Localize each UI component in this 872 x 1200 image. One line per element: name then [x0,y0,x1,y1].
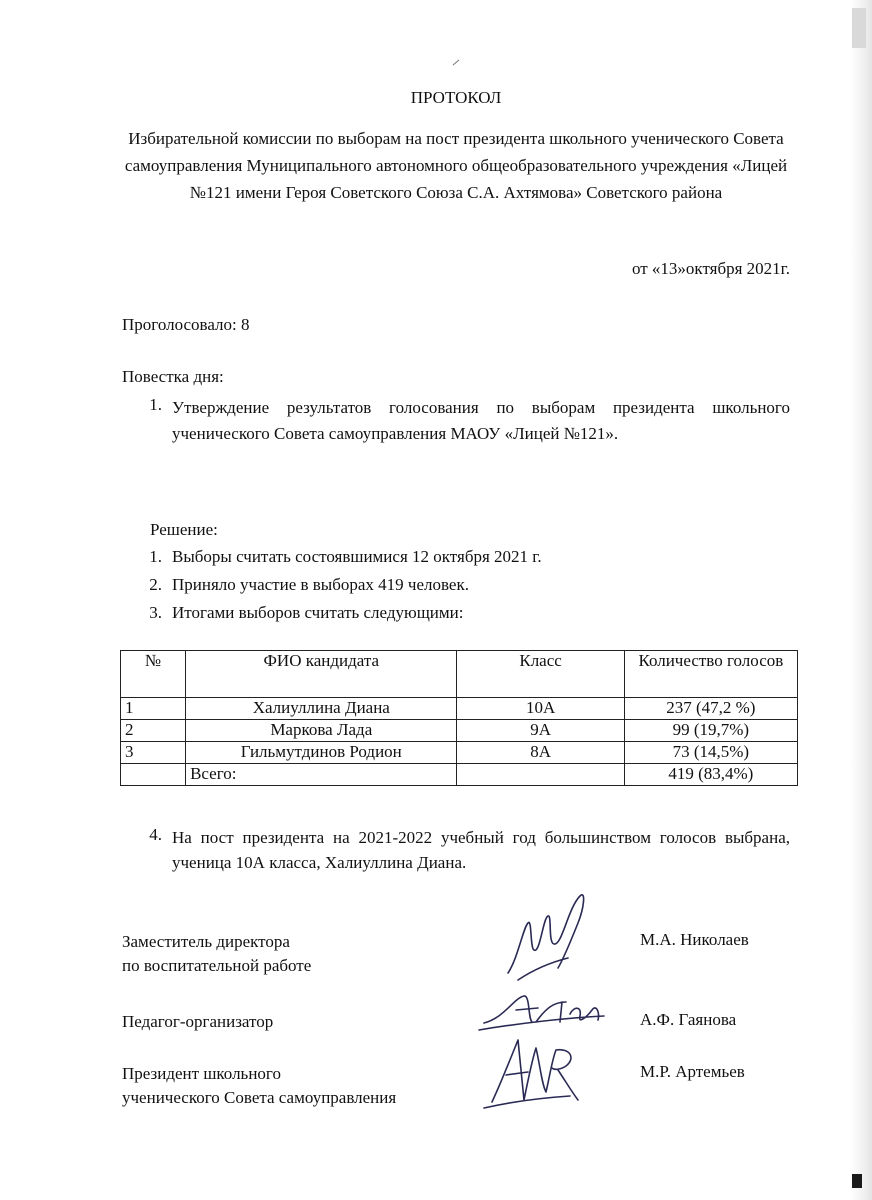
document-title: ПРОТОКОЛ [410,88,502,107]
col-header-votes: Количество голосов [624,651,797,698]
agenda-item-text: Утверждение результатов голосования по выборам президента школьного ученического Совета самоуправления МАОУ «Лицей №121». [172,398,790,443]
cell-number: 3 [121,742,186,764]
signatory-position [122,1062,396,1110]
signature-image [488,888,618,988]
table-row [121,698,798,720]
col-header-candidate: ФИО кандидата [186,651,457,698]
signatory-position [122,1010,273,1034]
table-total-row [121,764,798,786]
scan-edge-mark [852,1174,862,1188]
document-subtitle: Избирательной комиссии по выборам на пост президента школьного ученического Совета самоуправления Муниципального автономного общеобразовательного учреждения «Лицей №121 имени Героя Советского Союза С.А. Ахтямова» Советского района [124,129,788,202]
cell-number: 2 [121,720,186,742]
decision-item-number: 2. [149,575,162,594]
col-header-class: Класс [457,651,624,698]
signatory-name: М.Р. Артемьев [640,1062,745,1081]
signature-image [480,1030,590,1110]
scan-artifact [453,60,460,66]
cell-votes: 237 (47,2 %) [624,698,797,720]
decision-item-text: Приняло участие в выборах 419 человек. [172,575,469,594]
signatory-position-line: Президент школьного [122,1064,281,1083]
signatory-name: М.А. Николаев [640,930,749,949]
agenda-heading: Повестка дня: [122,367,224,386]
cell-class: 9А [457,720,624,742]
signatory-position-line: по воспитательной работе [122,956,312,975]
cell-class: 8А [457,742,624,764]
cell-empty [121,764,186,786]
scan-edge-mark [852,8,866,48]
signatory-position [122,930,311,978]
cell-votes: 73 (14,5%) [624,742,797,764]
table-row [121,742,798,764]
decision-item-number: 3. [149,603,162,622]
final-item-text: На пост президента на 2021-2022 учебный год большинством голосов выбрана, ученица 10А класса, Халиуллина Диана. [172,828,790,872]
decision-item-number: 1. [149,547,162,566]
cell-total-value: 419 (83,4%) [624,764,797,786]
document-date: от «13»октября 2021г. [631,259,790,278]
signatory-position-line: ученического Совета самоуправления [122,1088,397,1107]
signatory-position-line: Заместитель директора [122,932,290,951]
agenda-item-number: 1. [149,395,162,414]
results-table [120,650,798,786]
voted-count: Проголосовало: 8 [122,315,250,334]
cell-total-label: Всего: [186,764,457,786]
cell-empty [457,764,624,786]
decision-item-text: Выборы считать состоявшимися 12 октября 2021 г. [172,547,542,566]
cell-number: 1 [121,698,186,720]
scan-edge-shadow [850,0,872,1200]
decision-heading: Решение: [150,520,218,539]
col-header-number: № [121,651,186,698]
signatory-name: А.Ф. Гаянова [640,1010,737,1029]
cell-class: 10А [457,698,624,720]
cell-votes: 99 (19,7%) [624,720,797,742]
cell-candidate: Маркова Лада [186,720,457,742]
cell-candidate: Халиуллина Диана [186,698,457,720]
table-header-row [121,651,798,698]
decision-item-text: Итогами выборов считать следующими: [172,603,464,622]
final-item-number: 4. [149,825,162,844]
signatory-position-line: Педагог-организатор [122,1012,274,1031]
table-row [121,720,798,742]
cell-candidate: Гильмутдинов Родион [186,742,457,764]
